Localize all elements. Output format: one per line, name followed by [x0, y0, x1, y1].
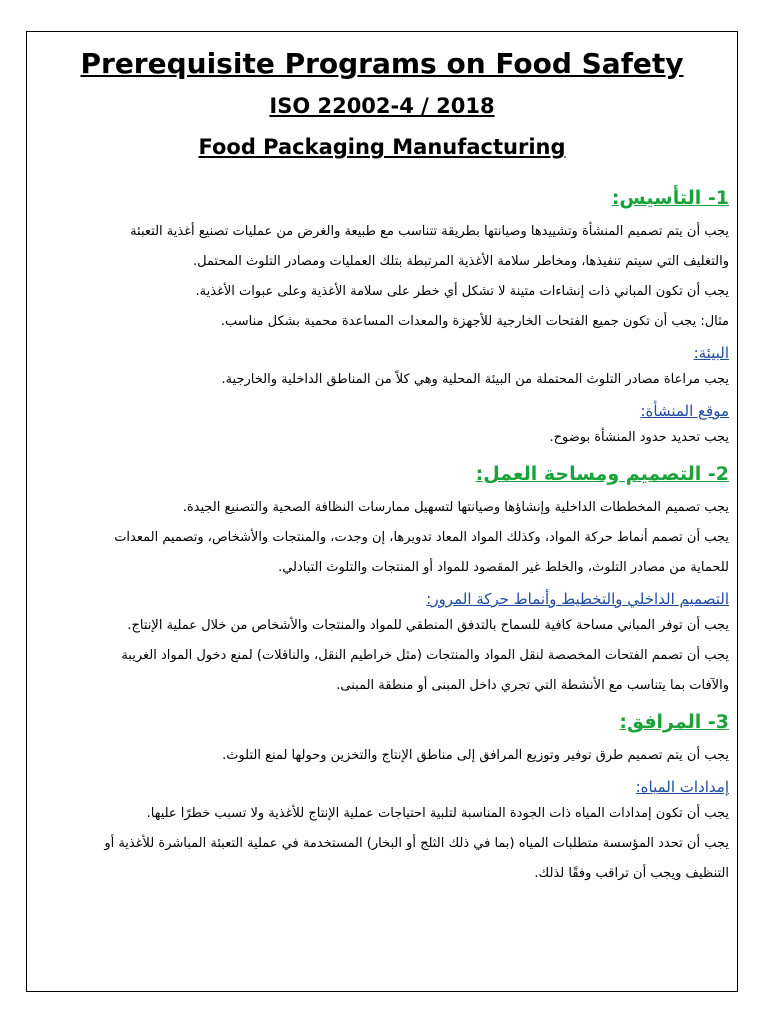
interior-design-paragraph: يجب أن توفر المباني مساحة كافية للسماح بالتدفق المنطقي للمواد والمنتجات والأشخاص من خلال عملية الإنتاج.: [127, 618, 729, 633]
section-1-paragraph: مثال: يجب أن تكون جميع الفتحات الخارجية للأجهزة والمعدات المساعدة محمية بشكل مناسب.: [220, 314, 729, 329]
document-title: Prerequisite Programs on Food Safety: [80, 47, 684, 80]
section-1-paragraph: يجب أن تكون المباني ذات إنشاءات متينة لا تشكل أي خطر على سلامة الأغذية وعلى عبوات الأغذية.: [195, 284, 729, 299]
interior-design-heading: التصميم الداخلي والتخطيط وأنماط حركة المرور:: [426, 590, 729, 608]
section-2-paragraph: للحماية من مصادر التلوث، والخلط غير المقصود للمواد أو المنتجات والتلوث التبادلي.: [278, 560, 729, 575]
interior-design-paragraph: يجب أن تصمم الفتحات المخصصة لنقل المواد والمنتجات (مثل خراطيم النقل، والناقلات) لمنع دخول المواد الغريبة: [121, 648, 729, 663]
document-subtitle: Food Packaging Manufacturing: [198, 135, 566, 159]
section-2-paragraph: يجب أن تصمم أنماط حركة المواد، وكذلك المواد المعاد تدويرها، إن وجدت، والمنتجات والأشخاص، وتصميم المعدات: [114, 530, 729, 545]
interior-design-paragraph: والآفات بما يتناسب مع الأنشطة التي تجري داخل المبنى أو منطقة المبنى.: [336, 678, 729, 693]
site-location-heading: موقع المنشأة:: [640, 402, 729, 420]
standard-number: ISO 22002-4 / 2018: [269, 94, 495, 118]
section-1-heading: 1- التأسيس:: [611, 187, 729, 209]
environment-paragraph: يجب مراعاة مصادر التلوث المحتملة من البيئة المحلية وهي كلاً من المناطق الداخلية والخارجية.: [221, 372, 729, 387]
section-2-heading: 2- التصميم ومساحة العمل:: [475, 463, 729, 485]
section-2-paragraph: يجب تصميم المخططات الداخلية وإنشاؤها وصيانتها لتسهيل ممارسات النظافة الصحية والتصنيع الجيدة.: [182, 500, 729, 515]
document-body: [41, 181, 729, 889]
section-3-heading: 3- المرافق:: [619, 711, 729, 733]
water-supply-paragraph: يجب أن تكون إمدادات المياه ذات الجودة المناسبة لتلبية احتياجات عملية الإنتاج للأغذية ولا تسبب خطرًا عليها.: [146, 806, 729, 821]
section-1-paragraph: والتغليف التي سيتم تنفيذها، ومخاطر سلامة الأغذية المرتبطة بتلك العمليات ومصادر التلوث المحتمل.: [192, 254, 729, 269]
environment-heading: البيئة:: [693, 344, 729, 362]
water-supply-paragraph: يجب أن تحدد المؤسسة متطلبات المياه (بما في ذلك الثلج أو البخار) المستخدمة في عملية التعبئة المباشرة للأغذية أو: [104, 836, 729, 851]
water-supply-heading: إمدادات المياه:: [635, 778, 729, 796]
section-1-paragraph: يجب أن يتم تصميم المنشأة وتشييدها وصيانتها بطريقة تتناسب مع طبيعة والغرض من عمليات تصنيع أغذية التعبئة: [130, 224, 729, 239]
section-3-paragraph: يجب أن يتم تصميم طرق توفير وتوزيع المرافق إلى مناطق الإنتاج والتخزين وحولها لمنع التلوث.: [222, 748, 729, 763]
water-supply-paragraph: التنظيف ويجب أن تراقب وفقًا لذلك.: [534, 866, 729, 881]
document-page: [26, 31, 738, 992]
site-location-paragraph: يجب تحديد حدود المنشأة بوضوح.: [549, 430, 729, 445]
